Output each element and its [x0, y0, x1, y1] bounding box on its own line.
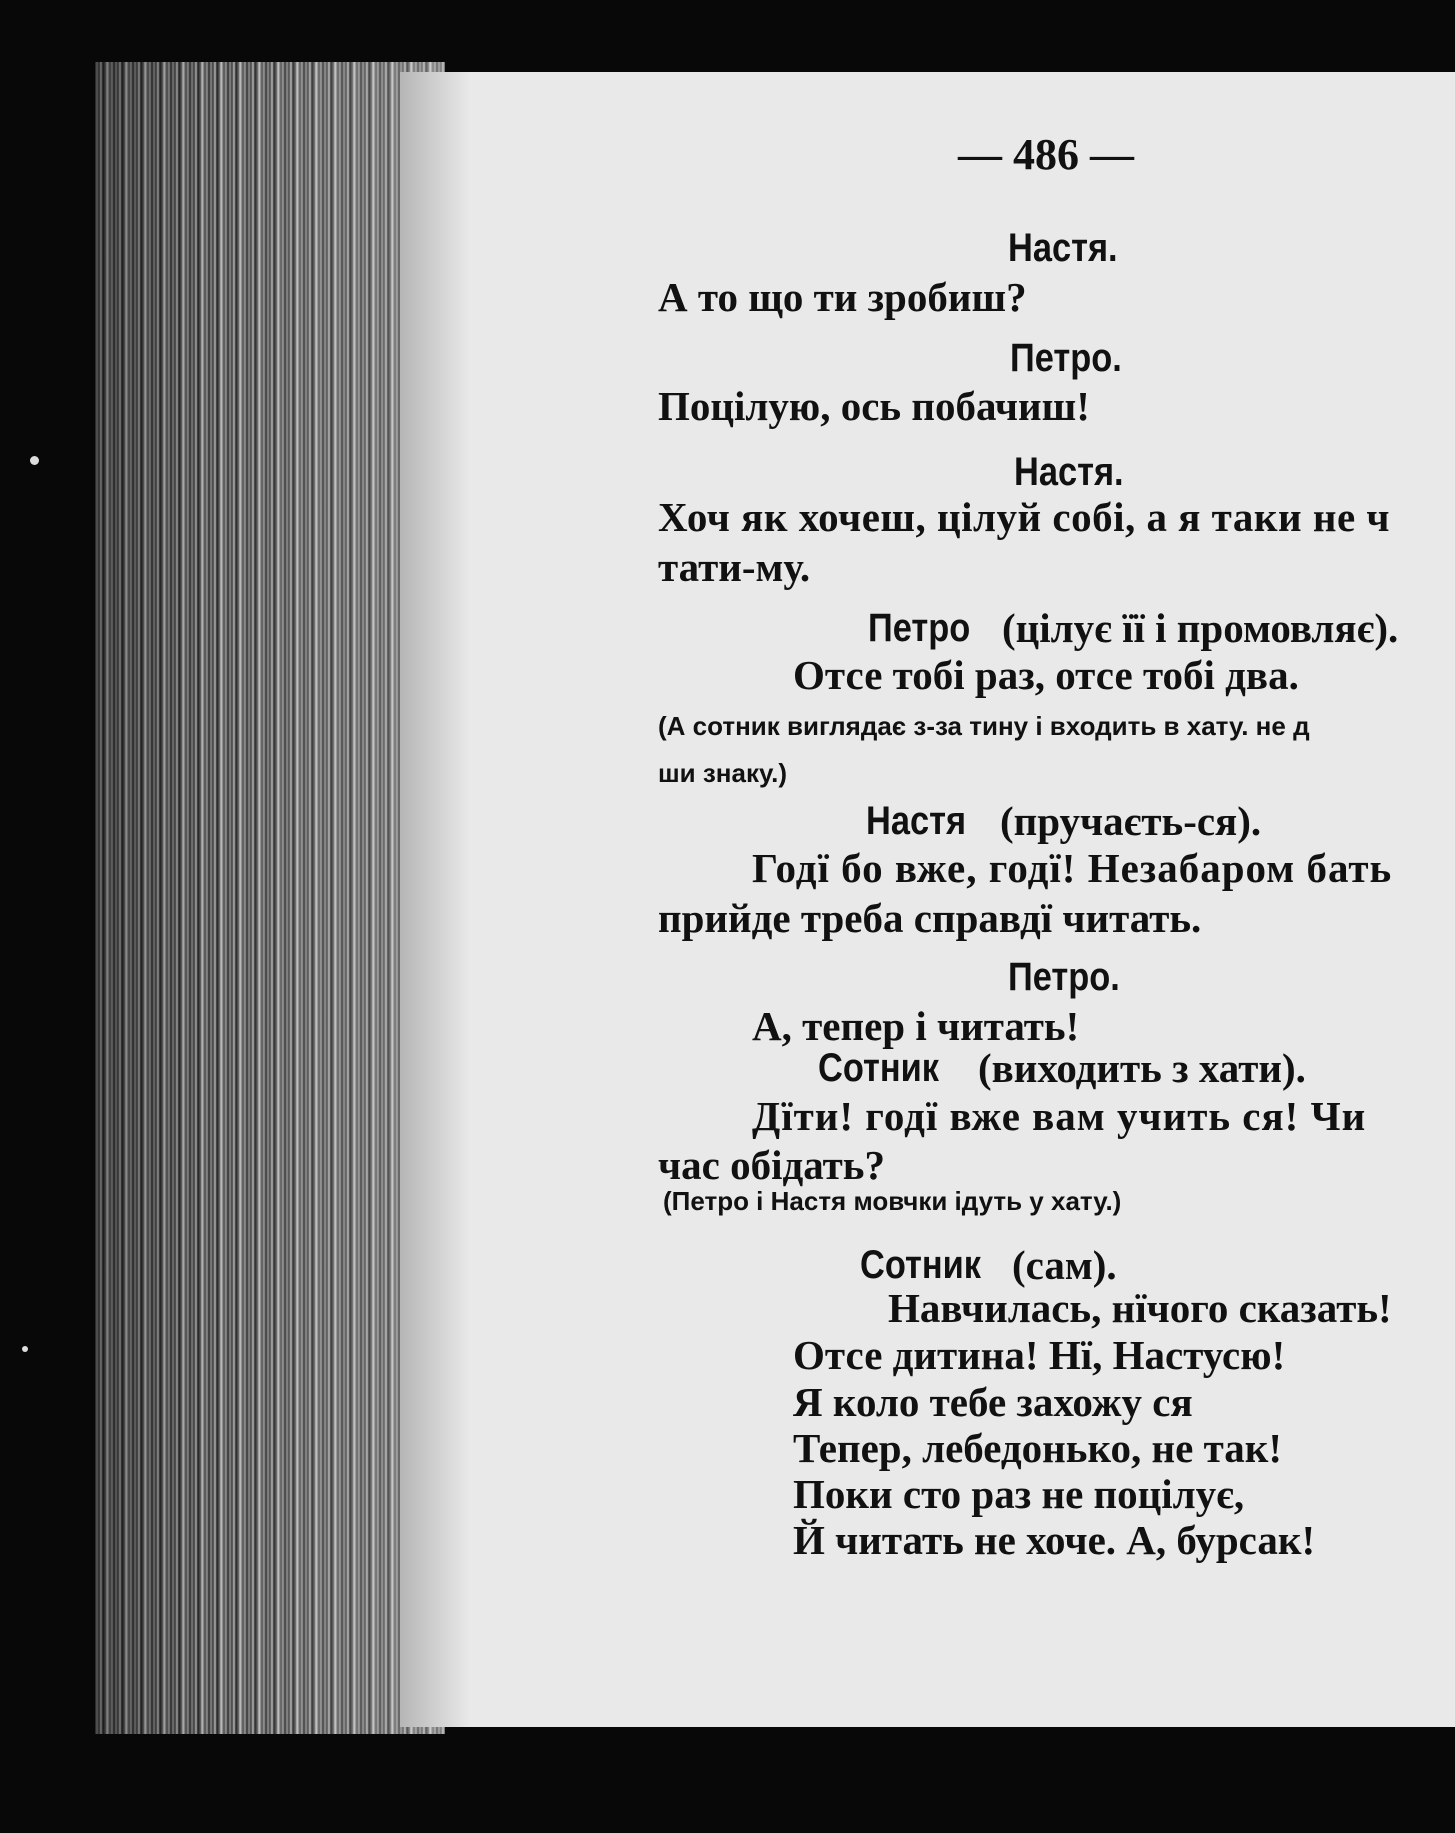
- speaker-name: Петро.: [1008, 955, 1120, 999]
- dialogue-line: Дїти! годї вже вам учить ся! Чи: [752, 1093, 1367, 1139]
- page-number: — 486 —: [958, 130, 1134, 179]
- verse-line: Поки сто раз не поцілує,: [793, 1471, 1245, 1517]
- stage-remark: (сам).: [1012, 1242, 1117, 1288]
- verse-line: Отсе дитина! Нї, Настусю!: [793, 1332, 1286, 1378]
- speaker-name: Настя.: [1008, 226, 1118, 270]
- verse-line: Й читать не хоче. А, бурсак!: [793, 1517, 1316, 1563]
- stage-remark: (виходить з хати).: [978, 1045, 1306, 1091]
- book-page-edges: [95, 62, 445, 1734]
- stage-direction: (Петро і Настя мовчки ідуть у хату.): [663, 1186, 1122, 1216]
- dust-speck: [22, 1346, 28, 1352]
- stage-direction: ши знаку.): [658, 758, 788, 788]
- speaker-name: Петро: [868, 606, 971, 650]
- dialogue-line: тати-му.: [658, 544, 811, 590]
- speaker-name: Сотник: [860, 1243, 981, 1287]
- speaker-name: Настя: [866, 799, 967, 843]
- dialogue-line: Поцілую, ось побачиш!: [658, 383, 1090, 429]
- dialogue-line: А, тепер і читать!: [752, 1003, 1080, 1049]
- verse-line: Я коло тебе захожу ся: [793, 1379, 1193, 1425]
- stage-remark: (цілує її і промовляє).: [1002, 605, 1399, 651]
- speaker-name: Настя.: [1014, 450, 1124, 494]
- dialogue-line: Годї бо вже, годї! Незабаром бать: [752, 845, 1393, 891]
- dialogue-line: прийде треба справдї читать.: [658, 895, 1202, 941]
- page-gutter-shadow: [400, 72, 470, 1727]
- verse-line: Навчилась, нїчого сказать!: [888, 1285, 1392, 1331]
- verse-line: Тепер, лебедонько, не так!: [793, 1425, 1283, 1471]
- speaker-name: Петро.: [1010, 336, 1122, 380]
- dialogue-line: А то що ти зробиш?: [658, 274, 1027, 320]
- dialogue-line: Хоч як хочеш, цілуй собі, а я таки не ч: [658, 494, 1391, 540]
- dialogue-line: час обідать?: [658, 1142, 885, 1188]
- dust-speck: [30, 456, 39, 465]
- dialogue-line: Отсе тобі раз, отсе тобі два.: [793, 652, 1299, 698]
- stage-remark: (пручаєть-ся).: [1000, 798, 1262, 844]
- speaker-name: Сотник: [818, 1046, 939, 1090]
- stage-direction: (А сотник виглядає з-за тину і входить в хату. не д: [658, 711, 1310, 741]
